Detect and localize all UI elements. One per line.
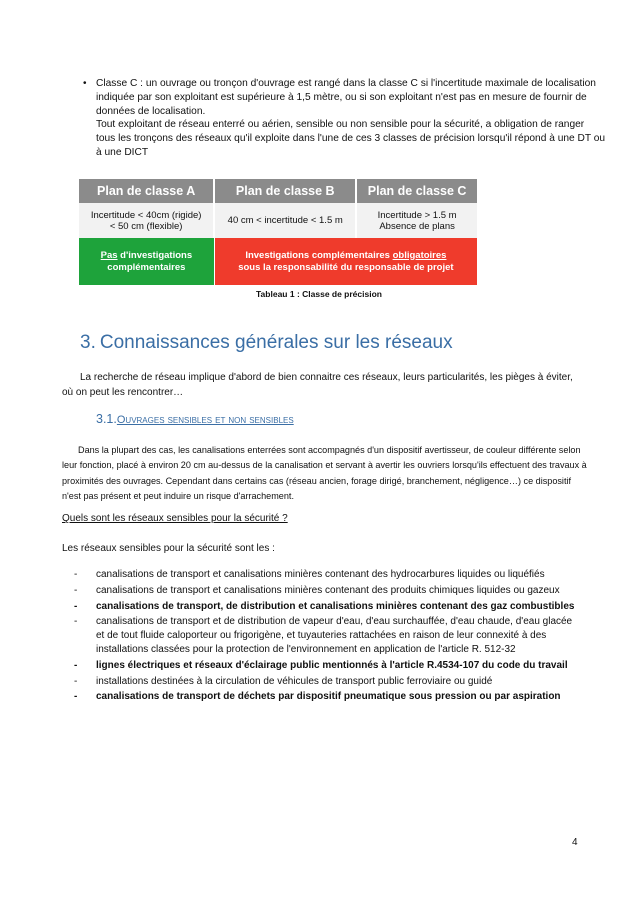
list-item: - canalisations de transport, de distribution et canalisations minières contenant des gaz combustibles <box>74 600 575 612</box>
classe-c-continuation: Tout exploitant de réseau enterré ou aérien, sensible ou non sensible pour la sécurité, a obligation de ranger tous les tronçons des réseaux qu'il exploite dans l'une de ces 3 classes de précision lorsqu'il répond à une DT ou à une DICT <box>96 119 606 158</box>
list-item: - installations destinées à la circulation de véhicules de transport public ferroviaire ou guidé <box>74 675 493 687</box>
section-3-heading: 3. Connaissances générales sur les réseaux <box>80 332 453 353</box>
cell-no-investigation: Pas d'investigations complémentaires <box>79 238 214 285</box>
header-classe-a: Plan de classe A <box>79 179 214 203</box>
classe-c-bullet <box>83 77 606 160</box>
cell-classe-b-incertitude: 40 cm < incertitude < 1.5 m <box>214 203 356 238</box>
header-classe-b: Plan de classe B <box>214 179 356 203</box>
bullet-icon: • <box>83 78 87 89</box>
page-number: 4 <box>572 837 578 848</box>
precision-table <box>79 179 477 285</box>
table-caption: Tableau 1 : Classe de précision <box>256 289 382 299</box>
header-classe-c: Plan de classe C <box>356 179 477 203</box>
section-3-1-heading: 3.1.Ouvrages sensibles et non sensibles <box>96 412 294 426</box>
question-heading: Quels sont les réseaux sensibles pour la sécurité ? <box>62 513 288 524</box>
section-3-intro: La recherche de réseau implique d'abord de bien connaitre ces réseaux, leurs particularités, les pièges à éviter, où on peut les rencontrer… <box>62 372 573 398</box>
list-item: - canalisations de transport et de distribution de vapeur d'eau, d'eau surchauffée, d'eau chaude, d'eau glacée et de tout fluide caloporteur ou frigorigène, et tuyauteries rattachées en raison de leur connexité à des installations classées pour la protection de l'environnement en application de l'article R. 512-32 <box>74 616 573 655</box>
cell-classe-c-incertitude: Incertitude > 1.5 m Absence de plans <box>356 203 477 238</box>
list-item: - canalisations de transport et canalisations minières contenant des hydrocarbures liquides ou liquéfiés <box>74 569 545 580</box>
sensitive-networks-list <box>62 568 582 706</box>
classe-c-text: Classe C : un ouvrage ou tronçon d'ouvrage est rangé dans la classe C si l'incertitude maximale de localisation indiquée par son exploitant est supérieure à 1,5 mètre, ou si son exploitant n'est pas en mesure de fournir de données de localisation. <box>96 78 596 117</box>
list-item: - canalisations de transport et canalisations minières contenant des produits chimiques liquides ou gazeux <box>74 584 560 596</box>
list-item: - lignes électriques et réseaux d'éclairage public mentionnés à l'article R.4534-107 du code du travail <box>74 659 568 671</box>
list-lead: Les réseaux sensibles pour la sécurité sont les : <box>62 543 275 554</box>
cell-classe-a-incertitude: Incertitude < 40cm (rigide) < 50 cm (flexible) <box>79 203 214 238</box>
section-3-1-paragraph: Dans la plupart des cas, les canalisations enterrées sont accompagnés d'un dispositif avertisseur, de couleur différente selon leur fonction, placé à environ 20 cm au-dessus de la canalisation et servant à avertir les ouvriers lorsqu'ils effectuent des travaux à proximités des ouvrages. Cependant dans certains cas (réseau ancien, forage dirigé, branchement, négligence…) ce dispositif n'est pas présent et peut induire un risque d'arrachement. <box>62 445 587 501</box>
list-item: - canalisations de transport de déchets par dispositif pneumatique sous pression ou par aspiration <box>74 691 561 703</box>
cell-investigation-required: Investigations complémentaires obligatoires sous la responsabilité du responsable de projet <box>214 238 477 285</box>
